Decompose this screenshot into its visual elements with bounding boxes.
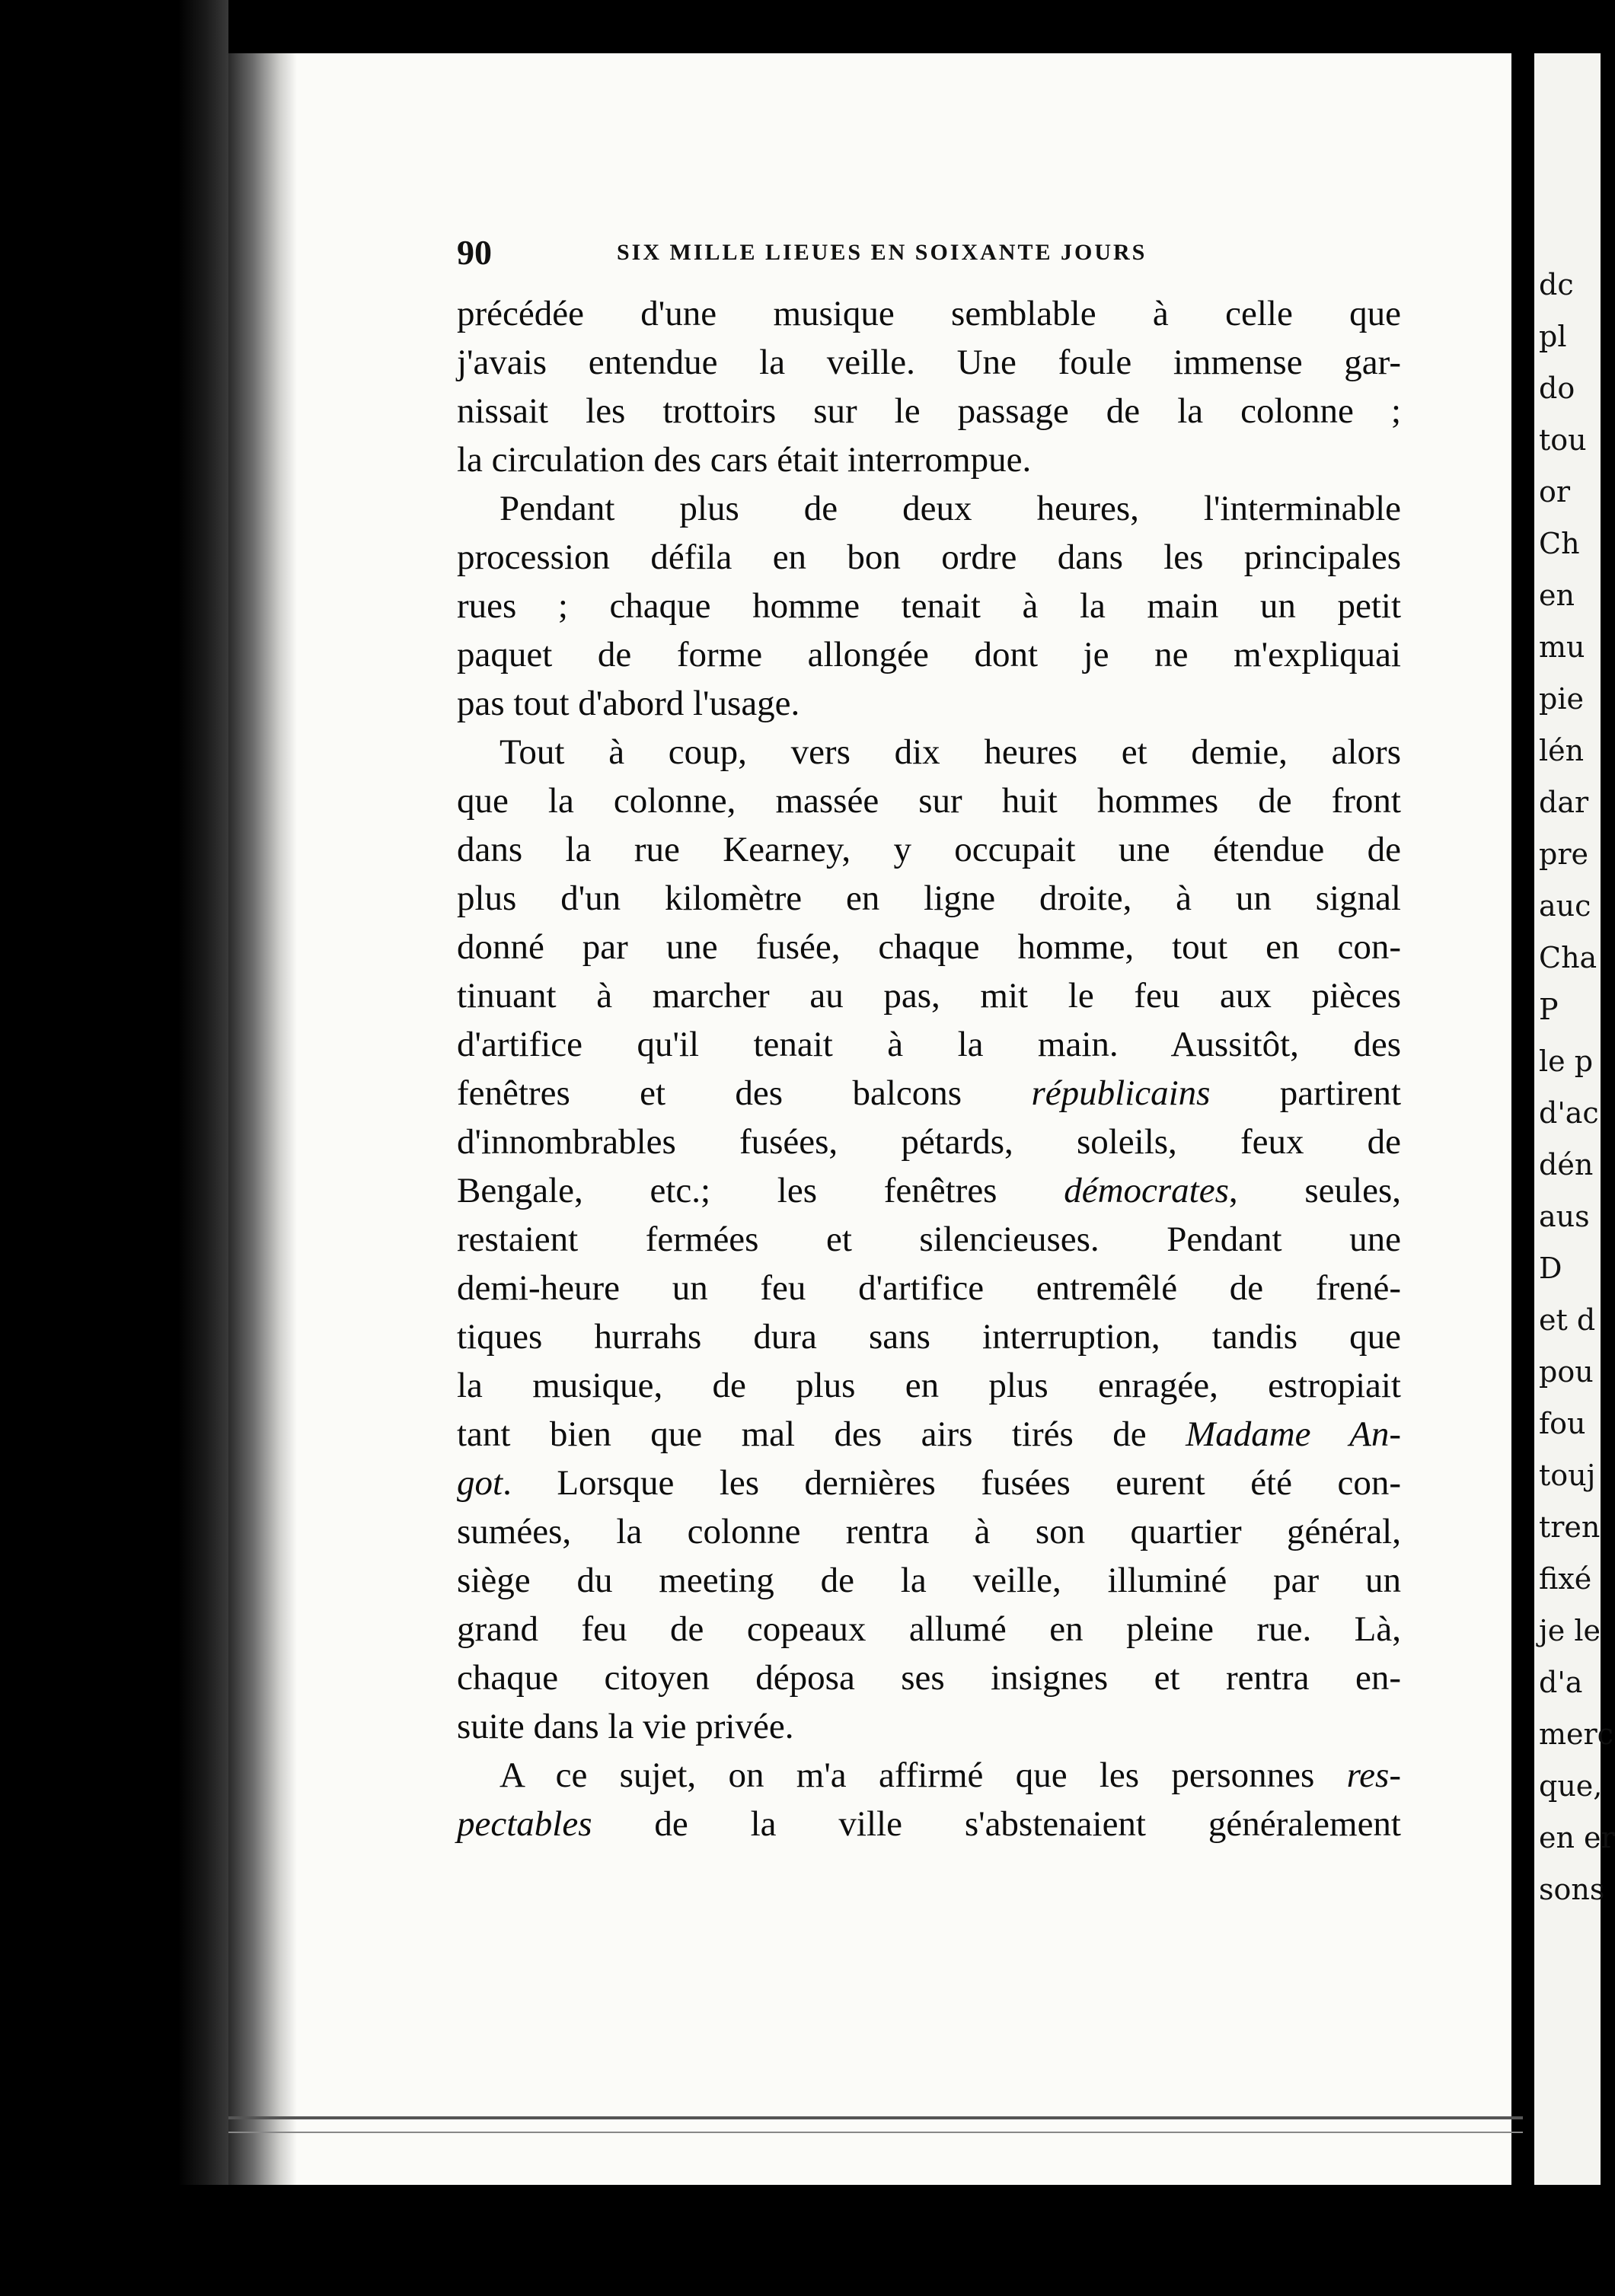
text-line: nissait les trottoirs sur le passage de la colonne ;: [457, 391, 1401, 431]
text-line: précédée d'une musique semblable à celle que: [457, 294, 1401, 333]
italic-segment: Madame An-: [1186, 1414, 1402, 1454]
running-head: [457, 232, 1401, 278]
facing-page-fragment: et d: [1539, 1303, 1596, 1337]
text-line: que la colonne, massée sur huit hommes de front: [457, 781, 1401, 821]
line-segment: fenêtres et des balcons: [457, 1073, 1032, 1113]
facing-page-fragment: pie: [1539, 682, 1584, 716]
text-line: donné par une fusée, chaque homme, tout en con-: [457, 927, 1401, 967]
text-line: dans la rue Kearney, y occupait une étendue de: [457, 830, 1401, 869]
facing-page-fragment: P: [1539, 993, 1559, 1026]
text-line: [457, 1410, 1401, 1459]
facing-page-fragment: D: [1539, 1252, 1562, 1285]
scan-top-border: [0, 0, 1601, 53]
facing-page-fragment: tou: [1539, 423, 1587, 457]
facing-page-fragment: dén: [1539, 1148, 1594, 1181]
facing-page-fragment: Cha: [1539, 941, 1597, 974]
text-line: demi-heure un feu d'artifice entremêlé de frené-: [457, 1268, 1401, 1308]
bottom-rule-secondary: [228, 2132, 1523, 2133]
text-line: grand feu de copeaux allumé en pleine rue. Là,: [457, 1609, 1401, 1649]
facing-page-fragment: mu: [1539, 630, 1585, 664]
text-line: la circulation des cars était interrompue.: [457, 440, 1032, 480]
text-line: d'innombrables fusées, pétards, soleils, feux de: [457, 1122, 1401, 1162]
text-line: j'avais entendue la veille. Une foule immense gar-: [457, 343, 1401, 382]
text-line: Tout à coup, vers dix heures et demie, alors: [500, 732, 1401, 772]
facing-page-fragment: pre: [1539, 837, 1588, 871]
text-line: [457, 1166, 1401, 1215]
text-line: rues ; chaque homme tenait à la main un petit: [457, 586, 1401, 626]
facing-page-fragment: auc: [1539, 889, 1591, 923]
line-segment: . Lorsque les dernières fusées eurent été con-: [503, 1463, 1401, 1503]
facing-page-fragment: dc: [1539, 268, 1574, 301]
facing-page-fragment: le p: [1539, 1044, 1594, 1078]
facing-page-fragment: tren: [1539, 1510, 1601, 1544]
italic-segment: pectables: [457, 1804, 592, 1844]
facing-page-fragment: touj: [1539, 1459, 1596, 1492]
text-line: Pendant plus de deux heures, l'interminable: [500, 489, 1401, 528]
line-segment: de la ville s'abstenaient généralement: [592, 1804, 1401, 1844]
italic-segment: républicains: [1031, 1073, 1211, 1113]
facing-page-fragment: or: [1539, 475, 1571, 509]
page-number: 90: [457, 233, 492, 272]
facing-page-sliver: [1534, 53, 1615, 2185]
text-line: d'artifice qu'il tenait à la main. Aussitôt, des: [457, 1025, 1401, 1064]
facing-page-fragment: Ch: [1539, 527, 1580, 560]
scan-left-border: [0, 0, 228, 2296]
facing-page-fragment: lén: [1539, 734, 1585, 767]
text-line: procession défila en bon ordre dans les principales: [457, 537, 1401, 577]
facing-page-fragment: d'ac: [1539, 1096, 1599, 1130]
line-segment: partirent: [1210, 1073, 1402, 1113]
facing-page-fragment: d'a: [1539, 1666, 1583, 1699]
text-line: tiques hurrahs dura sans interruption, tandis que: [457, 1317, 1401, 1357]
facing-page-fragment: aus: [1539, 1200, 1590, 1233]
facing-page-fragment: sons: [1539, 1873, 1605, 1906]
text-line: sumées, la colonne rentra à son quartier général,: [457, 1512, 1401, 1551]
facing-page-fragment: fou: [1539, 1407, 1586, 1440]
italic-segment: démocrates: [1064, 1171, 1229, 1210]
facing-page-fragment: dar: [1539, 786, 1589, 819]
text-line: paquet de forme allongée dont je ne m'expliquai: [457, 635, 1401, 674]
facing-page-fragment: fixé: [1539, 1562, 1592, 1596]
text-line: plus d'un kilomètre en ligne droite, à un signal: [457, 879, 1401, 918]
page-gutter-shadow: [1511, 53, 1534, 2185]
facing-page-fragment: je le: [1539, 1614, 1601, 1647]
scan-bottom-border: [0, 2185, 1601, 2296]
text-line: restaient fermées et silencieuses. Pendant une: [457, 1220, 1401, 1259]
facing-page-fragment: pou: [1539, 1355, 1594, 1389]
text-line: chaque citoyen déposa ses insignes et rentra en-: [457, 1658, 1401, 1698]
italic-segment: got: [457, 1463, 503, 1503]
line-segment: , seules,: [1228, 1171, 1401, 1210]
text-line: [457, 1751, 1401, 1800]
text-line: pas tout d'abord l'usage.: [457, 684, 800, 723]
text-line: tinuant à marcher au pas, mit le feu aux pièces: [457, 976, 1401, 1016]
facing-page-fragment: en er: [1539, 1821, 1615, 1854]
facing-page-fragment: do: [1539, 372, 1575, 405]
bottom-rule: [228, 2116, 1523, 2119]
text-line: la musique, de plus en plus enragée, estropiait: [457, 1366, 1401, 1405]
text-line: suite dans la vie privée.: [457, 1707, 794, 1746]
facing-page-fragment: merc: [1539, 1717, 1613, 1751]
text-line: [457, 1800, 1401, 1848]
line-segment: Bengale, etc.; les fenêtres: [457, 1171, 1064, 1210]
facing-page-fragment: pl: [1539, 320, 1567, 353]
italic-segment: res-: [1346, 1755, 1401, 1795]
text-line: [457, 1459, 1401, 1507]
facing-page-fragment: en: [1539, 579, 1575, 612]
text-line: [457, 1069, 1401, 1118]
text-line: siège du meeting de la veille, illuminé par un: [457, 1561, 1401, 1600]
facing-page-fragment: que,: [1539, 1769, 1603, 1803]
body-text: [457, 289, 1401, 1848]
line-segment: A ce sujet, on m'a affirmé que les personnes: [500, 1755, 1347, 1795]
running-title: SIX MILLE LIEUES EN SOIXANTE JOURS: [617, 240, 1147, 265]
line-segment: tant bien que mal des airs tirés de: [457, 1414, 1186, 1454]
